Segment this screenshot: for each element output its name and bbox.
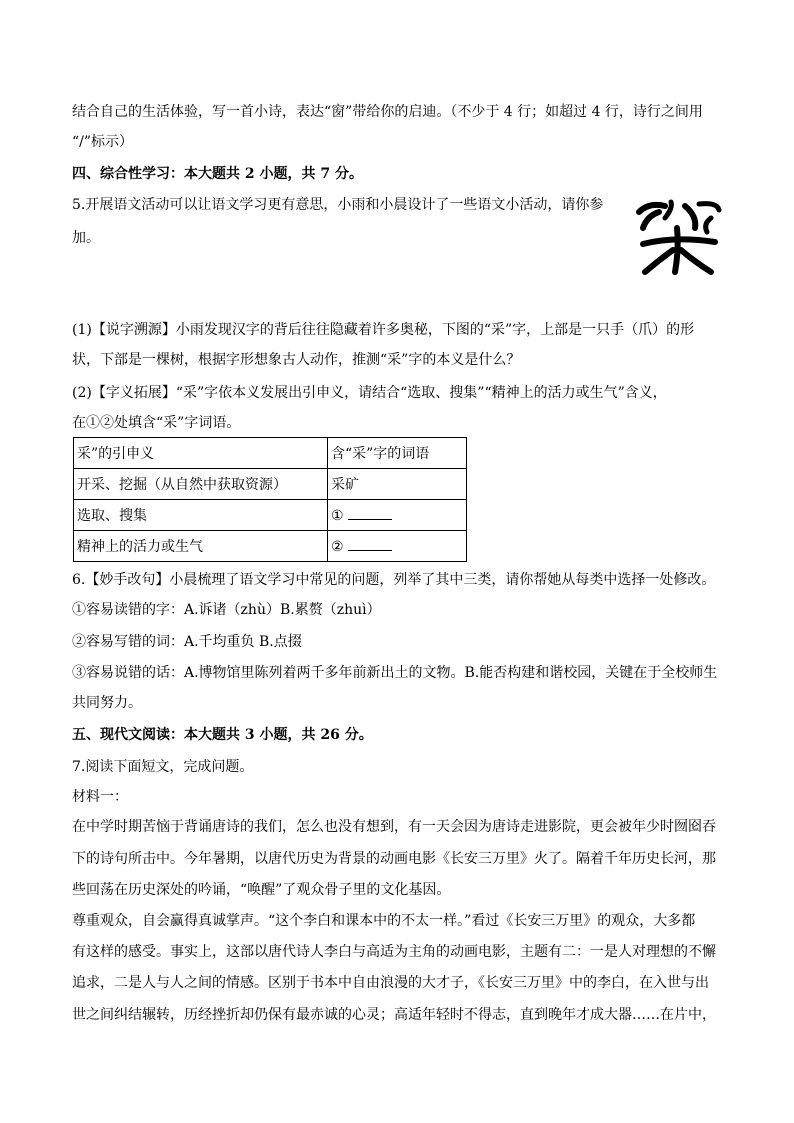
- answer-marker: ②: [330, 538, 344, 555]
- intro-line-1: 结合自己的生活体验，写一首小诗，表达“窗”带给你的启迪。（不少于 4 行；如超过 4 行，诗行之间用: [72, 104, 703, 120]
- question-6-item-1: ①容易读错的字：A.诉诸（zhù）B.累赘（zhuì）: [72, 602, 381, 618]
- answer-blank-2[interactable]: [348, 538, 392, 551]
- table-cell: 开采、挖掘（从自然中获取资源）: [74, 469, 328, 500]
- table-answer-cell: [327, 500, 466, 531]
- table-header-row: [74, 438, 467, 469]
- question-6-line-1: 6.【妙手改句】小晨梳理了语文学习中常见的问题，列举了其中三类，请你帮她从每类中选择一处修改。: [72, 572, 716, 588]
- question-6-item-3: ③容易说错的话：A.博物馆里陈列着两千多年前新出土的文物。B.能否构建和谐校园，关键在于全校师生: [72, 665, 718, 681]
- table-row: [74, 469, 467, 500]
- question-7-line: 7.阅读下面短文，完成问题。: [72, 759, 254, 775]
- section-5-heading: 五、现代文阅读：本大题共 3 小题，共 26 分。: [72, 727, 373, 743]
- ancient-character-cai-image: [635, 198, 723, 278]
- intro-line-2: “/”标示）: [72, 134, 134, 150]
- table-header-cell: 采”的引申义: [74, 438, 328, 469]
- answer-blank-1[interactable]: [348, 507, 392, 520]
- material-1-label: 材料一：: [72, 789, 128, 805]
- passage-line: 些回荡在历史深处的吟诵，“唤醒”了观众骨子里的文化基因。: [72, 882, 451, 898]
- passage-line: 尊重观众，自会赢得真诚掌声。“这个李白和课本中的不太一样。”看过《长安三万里》的观众，大多都: [72, 913, 696, 929]
- answer-marker: ①: [330, 507, 344, 524]
- passage-line: 追求，二是人与人之间的情感。区别于书本中自由浪漫的大才子，《长安三万里》中的李白，在入世与出: [72, 975, 709, 991]
- table-header-cell: 含“采”字的词语: [327, 438, 466, 469]
- table-cell: 选取、搜集: [74, 500, 328, 531]
- passage-line: 有这样的感受。事实上，这部以唐代诗人李白与高适为主角的动画电影，主题有二：一是人对理想的不懈: [72, 944, 716, 960]
- question-5-part-2-line-2: 在①②处填含“采”字词语。: [72, 415, 241, 431]
- table-row: [74, 500, 467, 531]
- section-4-heading: 四、综合性学习：本大题共 2 小题，共 7 分。: [72, 166, 363, 182]
- table-cell: 精神上的活力或生气: [74, 531, 328, 562]
- question-5-line-1: 5.开展语文活动可以让语文学习更有意思，小雨和小晨设计了一些语文小活动，请你参: [72, 197, 604, 213]
- table-answer-cell: [327, 531, 466, 562]
- question-5-part-1-line-1: (1)【说字溯源】小雨发现汉字的背后往往隐藏着许多奥秘，下图的“采”字，上部是一只手（爪）的形: [72, 322, 695, 338]
- question-5-part-2-line-1: (2)【字义拓展】“采”字依本义发展出引申义，请结合“选取、搜集”“精神上的活力或生气”含义，: [72, 385, 667, 401]
- question-6-item-3-cont: 共同努力。: [72, 695, 142, 711]
- meaning-table: [73, 437, 467, 562]
- question-5-part-1-line-2: 状，下部是一棵树，根据字形想象古人动作，推测“采”字的本义是什么？: [72, 352, 521, 368]
- table-row: [74, 531, 467, 562]
- passage-line: 世之间纠结辗转，历经挫折却仍保有最赤诚的心灵；高适年轻时不得志，直到晚年才成大器……在片中，: [72, 1007, 716, 1023]
- question-5-line-2: 加。: [72, 230, 100, 246]
- table-cell: 采矿: [327, 469, 466, 500]
- question-6-item-2: ②容易写错的词：A.千均重负 B.点掇: [72, 634, 302, 650]
- passage-line: 在中学时期苦恼于背诵唐诗的我们，怎么也没有想到，有一天会因为唐诗走进影院，更会被年少时囫囵吞: [72, 819, 716, 835]
- passage-line: 下的诗句所击中。今年暑期，以唐代历史为背景的动画电影《长安三万里》火了。隔着千年历史长河，那: [72, 851, 716, 867]
